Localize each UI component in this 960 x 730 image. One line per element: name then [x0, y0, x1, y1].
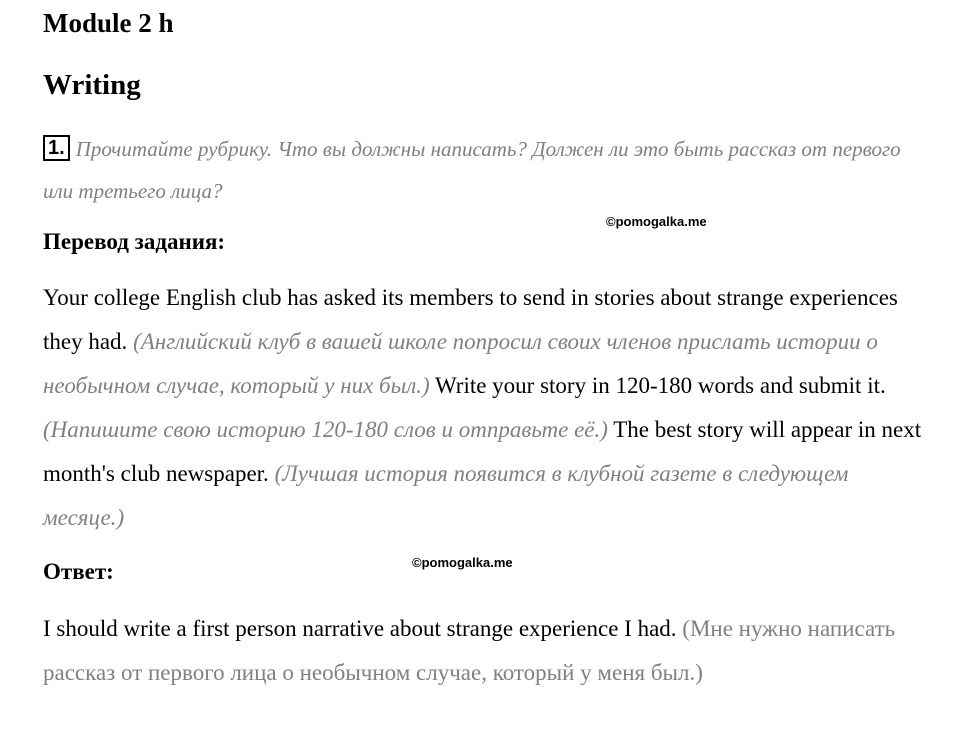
translation-en-3: The best story will appear in next month's club newspaper. [43, 417, 922, 486]
translation-en-2: Write your story in 120-180 words and submit it. [435, 373, 886, 398]
watermark-bottom: ©pomogalka.me [412, 555, 513, 570]
answer-heading: Ответ: [43, 559, 114, 584]
translation-ru-2: (Напишите свою историю 120-180 слов и отправьте её.) [43, 417, 608, 442]
module-title: Module 2 h [43, 8, 174, 38]
section-title: Writing [43, 69, 141, 101]
answer-paragraph [43, 607, 928, 695]
watermark-top: ©pomogalka.me [606, 214, 707, 229]
answer-en: I should write a first person narrative about strange experience I had. [43, 616, 677, 641]
translation-heading: Перевод задания: [43, 229, 226, 254]
task-number-box: 1. [43, 135, 70, 161]
translation-paragraph [43, 276, 928, 540]
task-instruction-text: Прочитайте рубрику. Что вы должны написать? Должен ли это быть рассказ от первого или третьего лица? [43, 137, 901, 203]
translation-en-1: Your college English club has asked its members to send in stories about strange experiences they had. [43, 285, 898, 354]
answer-ru: (Мне нужно написать рассказ от первого лица о необычном случае, который у меня был.) [43, 616, 896, 685]
task-instruction-block [43, 128, 923, 212]
translation-ru-1: (Английский клуб в вашей школе попросил своих членов прислать истории о необычном случае, который у них был.) [43, 329, 878, 398]
translation-ru-3: (Лучшая история появится в клубной газете в следующем месяце.) [43, 461, 849, 530]
